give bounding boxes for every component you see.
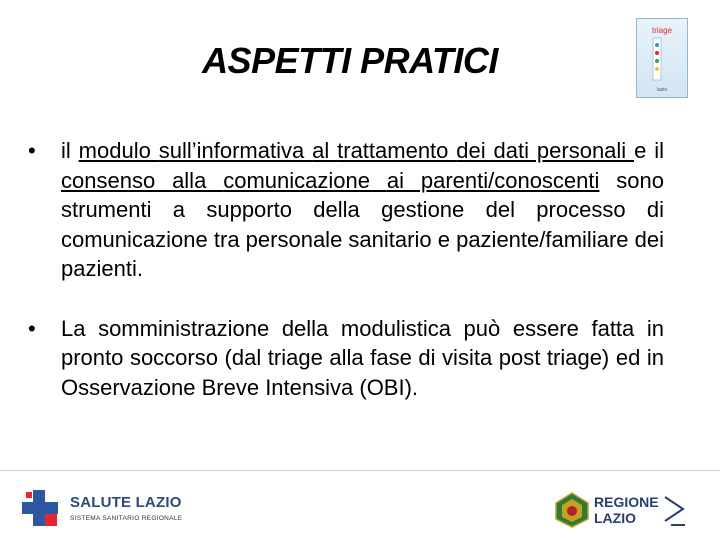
salute-cross-icon	[20, 488, 60, 528]
regione-emblem-icon	[554, 491, 590, 529]
footer-divider	[0, 470, 720, 471]
underlined-text: modulo	[78, 138, 159, 163]
regione-lazio-logo	[554, 490, 687, 530]
triage-logo-graphic	[637, 19, 687, 97]
slide-title: ASPETTI PRATICI	[202, 40, 498, 81]
salute-lazio-logo	[20, 488, 182, 528]
salute-logo-title: SALUTE LAZIO	[70, 494, 182, 511]
regione-logo-line1: REGIONE	[594, 494, 659, 510]
bullet-icon: •	[28, 315, 36, 341]
salute-logo-subtitle: SISTEMA SANITARIO REGIONALE	[70, 515, 183, 522]
underlined-text: trattamento	[337, 138, 457, 163]
underlined-text: dati personali	[493, 138, 635, 163]
slide-content	[28, 136, 664, 402]
triage-logo-text: triage	[651, 26, 673, 35]
list-item	[28, 136, 664, 284]
underlined-text: sull’informativa	[158, 138, 313, 163]
lazio-logo-text: lazio	[656, 87, 668, 93]
bullet-icon: •	[28, 138, 36, 163]
underlined-text: ai parenti/conoscenti	[386, 167, 600, 193]
triage-lazio-logo	[636, 18, 688, 98]
text-segment: il	[61, 138, 79, 163]
list-item	[28, 314, 664, 403]
bullet-paragraph-1	[61, 136, 664, 284]
underlined-text: alla	[172, 167, 224, 193]
regione-logo-line2: LAZIO	[594, 510, 636, 526]
underlined-text: dei	[456, 138, 494, 163]
text-segment: sono strumenti a supporto della gestione del processo di comunicazione tra personale sanitario e paziente/familiare dei pazienti.	[61, 167, 664, 281]
regione-mark-icon	[661, 491, 687, 529]
underlined-text: consenso	[61, 167, 173, 193]
text-segment: e il	[634, 138, 664, 163]
bullet-paragraph-2: La somministrazione della modulistica può essere fatta in pronto soccorso (dal triage alla fase di visita post triage) ed in Osservazione Breve Intensiva (OBI).	[61, 315, 664, 400]
underlined-text: al	[312, 138, 338, 163]
underlined-text: comunicazione	[223, 167, 387, 193]
